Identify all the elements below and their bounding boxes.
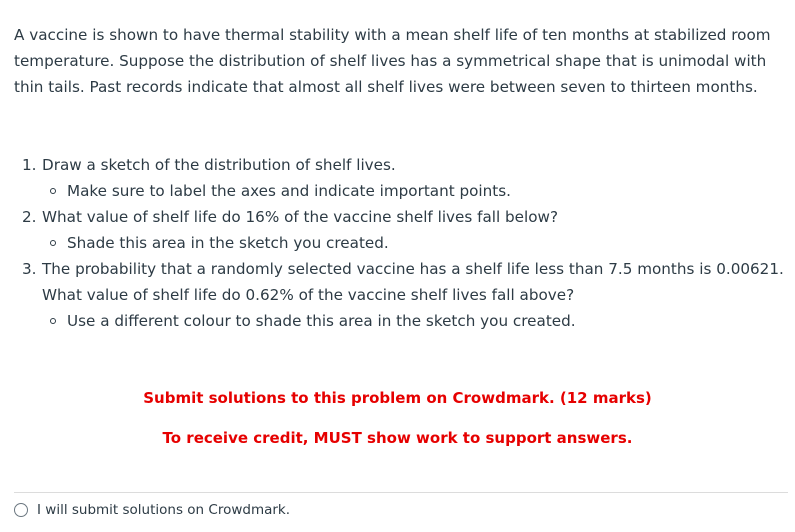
credit-notice: To receive credit, MUST show work to support answers. xyxy=(162,429,633,447)
item-number: 2. xyxy=(22,208,37,226)
sub-item xyxy=(22,178,792,204)
item-number: 3. xyxy=(22,260,37,278)
submit-notice: Submit solutions to this problem on Crowdmark. (12 marks) xyxy=(143,389,652,407)
item-text: The probability that a randomly selected vaccine has a shelf life less than 7.5 months is 0.00621. What value of shelf life do 0.62% of the vaccine shelf lives fall above? xyxy=(42,260,784,304)
question-list xyxy=(22,152,792,334)
divider xyxy=(14,492,788,493)
sub-item xyxy=(22,230,792,256)
item-text: Draw a sketch of the distribution of shelf lives. xyxy=(42,156,396,174)
list-item xyxy=(22,204,792,230)
question-intro: A vaccine is shown to have thermal stability with a mean shelf life of ten months at stabilized room temperature. Suppose the distribution of shelf lives has a symmetrical shape that is unimodal with thin tails. Past records indicate that almost all shelf lives were between seven to thirteen months. xyxy=(14,26,771,96)
radio-button[interactable] xyxy=(14,503,28,517)
answer-option-label: I will submit solutions on Crowdmark. xyxy=(37,502,291,518)
sub-item xyxy=(22,308,792,334)
item-text: What value of shelf life do 16% of the vaccine shelf lives fall below? xyxy=(42,208,559,226)
bullet-icon xyxy=(50,240,56,246)
bullet-icon xyxy=(50,318,56,324)
sub-item-text: Use a different colour to shade this area in the sketch you created. xyxy=(67,312,576,330)
item-number: 1. xyxy=(22,156,37,174)
bullet-icon xyxy=(50,188,56,194)
sub-item-text: Shade this area in the sketch you created. xyxy=(67,234,389,252)
list-item xyxy=(22,152,792,178)
list-item xyxy=(22,256,792,308)
sub-item-text: Make sure to label the axes and indicate important points. xyxy=(67,182,511,200)
answer-option[interactable] xyxy=(14,502,290,518)
